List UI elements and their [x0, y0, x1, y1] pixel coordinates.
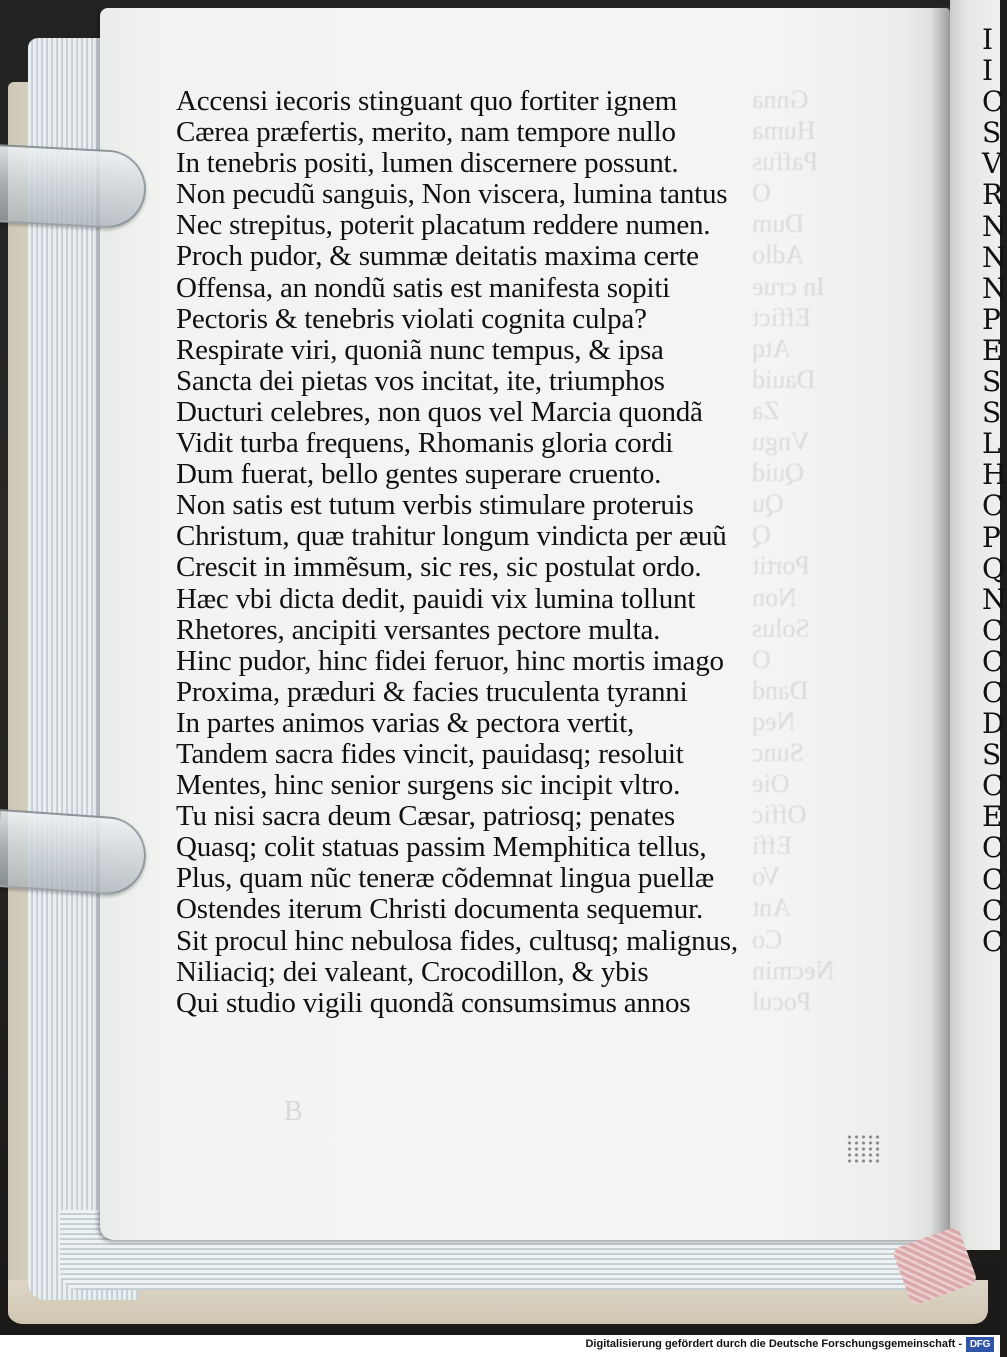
show-through-line: Dand — [752, 675, 809, 705]
text-line: Quasq; colit statuas passim Memphitica tellus, — [176, 831, 707, 864]
facing-page-letter: C — [982, 489, 1004, 523]
text-line: Accensi iecoris stinguant quo fortiter ignem — [176, 85, 677, 117]
text-line: Crescit in immẽsum, sic res, sic postulat ordo. — [176, 551, 702, 584]
facing-page-letter: S — [982, 116, 1002, 150]
facing-page-letter: C — [982, 893, 1004, 927]
show-through-line: Atq — [752, 333, 791, 363]
show-through-line: Gnna — [752, 85, 809, 114]
facing-page-letter: N — [982, 582, 1007, 616]
facing-page-letter: S — [982, 396, 1002, 430]
text-line: Qui studio vigili quondã consumsimus annos — [176, 986, 691, 1019]
facing-page-letter: P — [982, 520, 1001, 554]
show-through-line: Paffus — [752, 147, 818, 177]
text-line: Dum fuerat, bello gentes superare cruento. — [176, 458, 662, 491]
facing-page-letter: P — [982, 302, 1001, 336]
text-line: Mentes, hinc senior surgens sic incipit vltro. — [176, 769, 681, 802]
facing-page-letters — [982, 23, 1007, 958]
facing-page-letter: C — [982, 924, 1004, 958]
text-line: Non satis est tutum verbis stimulare proteruis — [176, 489, 694, 522]
show-through-line: Huma — [752, 116, 816, 146]
facing-page-letter: I — [982, 23, 994, 56]
facing-page-letter: C — [982, 613, 1004, 647]
show-through-line: Necmin — [752, 955, 835, 985]
facing-page-letter: E — [982, 333, 1003, 367]
show-through-line: Sunc — [752, 737, 804, 767]
show-through-line: Za — [752, 395, 780, 425]
facing-page-letter: Q — [982, 551, 1005, 585]
show-through-line: Dum — [752, 209, 804, 239]
text-line: Proxima, præduri & facies truculenta tyranni — [176, 675, 688, 708]
show-through-line: Quid — [752, 458, 804, 488]
facing-page-letter: C — [982, 769, 1004, 803]
facing-page-letter: S — [982, 365, 1002, 399]
page-holder-clip-top — [0, 144, 148, 230]
text-line: Sancta dei pietas vos incitat, ite, triumphos — [176, 364, 665, 397]
show-through-line: Vo — [752, 862, 781, 892]
facing-page-letter: S — [982, 738, 1002, 772]
show-through-line: Offic — [752, 800, 807, 830]
text-line: Offensa, an nondũ satis est manifesta sopiti — [176, 271, 671, 304]
facing-page-letter: D — [982, 707, 1005, 741]
digitization-credit: Digitalisierung gefördert durch die Deutsche Forschungsgemeinschaft - — [585, 1338, 962, 1350]
text-line: Tandem sacra fides vincit, pauidasq; resoluit — [176, 737, 684, 770]
show-through-line: Adlo — [752, 240, 804, 270]
facing-page-letter: V — [982, 147, 1003, 181]
facing-page-letter: C — [982, 675, 1004, 709]
text-line: Rhetores, ancipiti versantes pectore multa. — [176, 613, 661, 646]
text-line: In tenebris positi, lumen discernere possunt. — [176, 147, 679, 180]
show-through-line: In crue — [752, 271, 825, 301]
text-line: Christum, quæ trahitur longum vindicta per æuũ — [176, 520, 727, 553]
text-line: Sit procul hinc nebulosa fides, cultusq; malignus, — [176, 924, 738, 957]
text-line: Respirate viri, quoniã nunc tempus, & ipsa — [176, 333, 664, 366]
text-line: Niliaciq; dei valeant, Crocodillon, & ybis — [176, 955, 649, 988]
show-through-line: Non — [752, 582, 797, 612]
dfg-logo: DFG — [966, 1337, 994, 1352]
text-line: Hæc vbi dicta dedit, pauidi vix lumina tollunt — [176, 582, 696, 615]
show-through-line: Ant — [752, 893, 791, 923]
text-line: Cærea præfertis, merito, nam tempore nullo — [176, 116, 676, 149]
facing-page-letter: E — [982, 800, 1003, 834]
show-through-line: O — [752, 644, 771, 674]
text-line: Plus, quam nũc teneræ cõdemnat lingua puellæ — [176, 862, 715, 895]
show-through-line: Oie — [752, 769, 790, 799]
show-through-line: O — [752, 178, 771, 208]
text-line: Pectoris & tenebris violati cognita culpa? — [176, 302, 647, 335]
facing-page-letter: C — [982, 85, 1004, 119]
text-line: Non pecudũ sanguis, Non viscera, lumina tantus — [176, 178, 728, 211]
facing-page-letter: L — [982, 427, 1001, 461]
text-line: Tu nisi sacra deum Cæsar, patriosq; penates — [176, 800, 676, 833]
show-through-line: Dauid — [752, 364, 816, 394]
text-line: Nec strepitus, poterit placatum reddere numen. — [176, 209, 711, 242]
facing-page-letter: C — [982, 831, 1004, 865]
show-through-line: Pocul — [752, 986, 812, 1016]
text-line: Proch pudor, & summæ deitatis maxima certe — [176, 240, 699, 273]
show-through-signature: B — [284, 1096, 303, 1127]
show-through-line: Effict — [752, 302, 811, 332]
show-through-line: Effi — [752, 831, 792, 861]
facing-page-letter: N — [982, 240, 1007, 274]
text-line: In partes animos varias & pectora vertit, — [176, 706, 635, 739]
text-line: Hinc pudor, hinc fidei feruor, hinc mortis imago — [176, 644, 724, 677]
show-through-line: Co — [752, 924, 783, 954]
show-through-line: Solus — [752, 613, 810, 643]
facing-page-letter: I — [982, 54, 994, 88]
show-through-line: Portit — [752, 551, 810, 581]
facing-page-letter: R — [982, 178, 1004, 212]
facing-page-letter: H — [982, 458, 1007, 492]
text-line: Vidit turba frequens, Rhomanis gloria cordi — [176, 427, 674, 460]
ink-speck — [846, 1134, 882, 1164]
facing-page-letter: N — [982, 271, 1007, 305]
show-through-line: Q — [752, 520, 771, 550]
facing-page-letter: C — [982, 862, 1004, 896]
show-through-line: Qu — [752, 489, 784, 519]
printed-text-block — [176, 86, 836, 1019]
facing-page-letter: N — [982, 209, 1007, 243]
text-line: Ducturi celebres, non quos vel Marcia quondã — [176, 395, 703, 428]
text-line: Ostendes iterum Christi documenta sequemur. — [176, 893, 703, 926]
facing-page-letter: C — [982, 644, 1004, 678]
show-through-line: Neq — [752, 706, 796, 736]
page-holder-clip-bottom — [0, 809, 149, 897]
show-through-line: Vngu — [752, 427, 810, 457]
